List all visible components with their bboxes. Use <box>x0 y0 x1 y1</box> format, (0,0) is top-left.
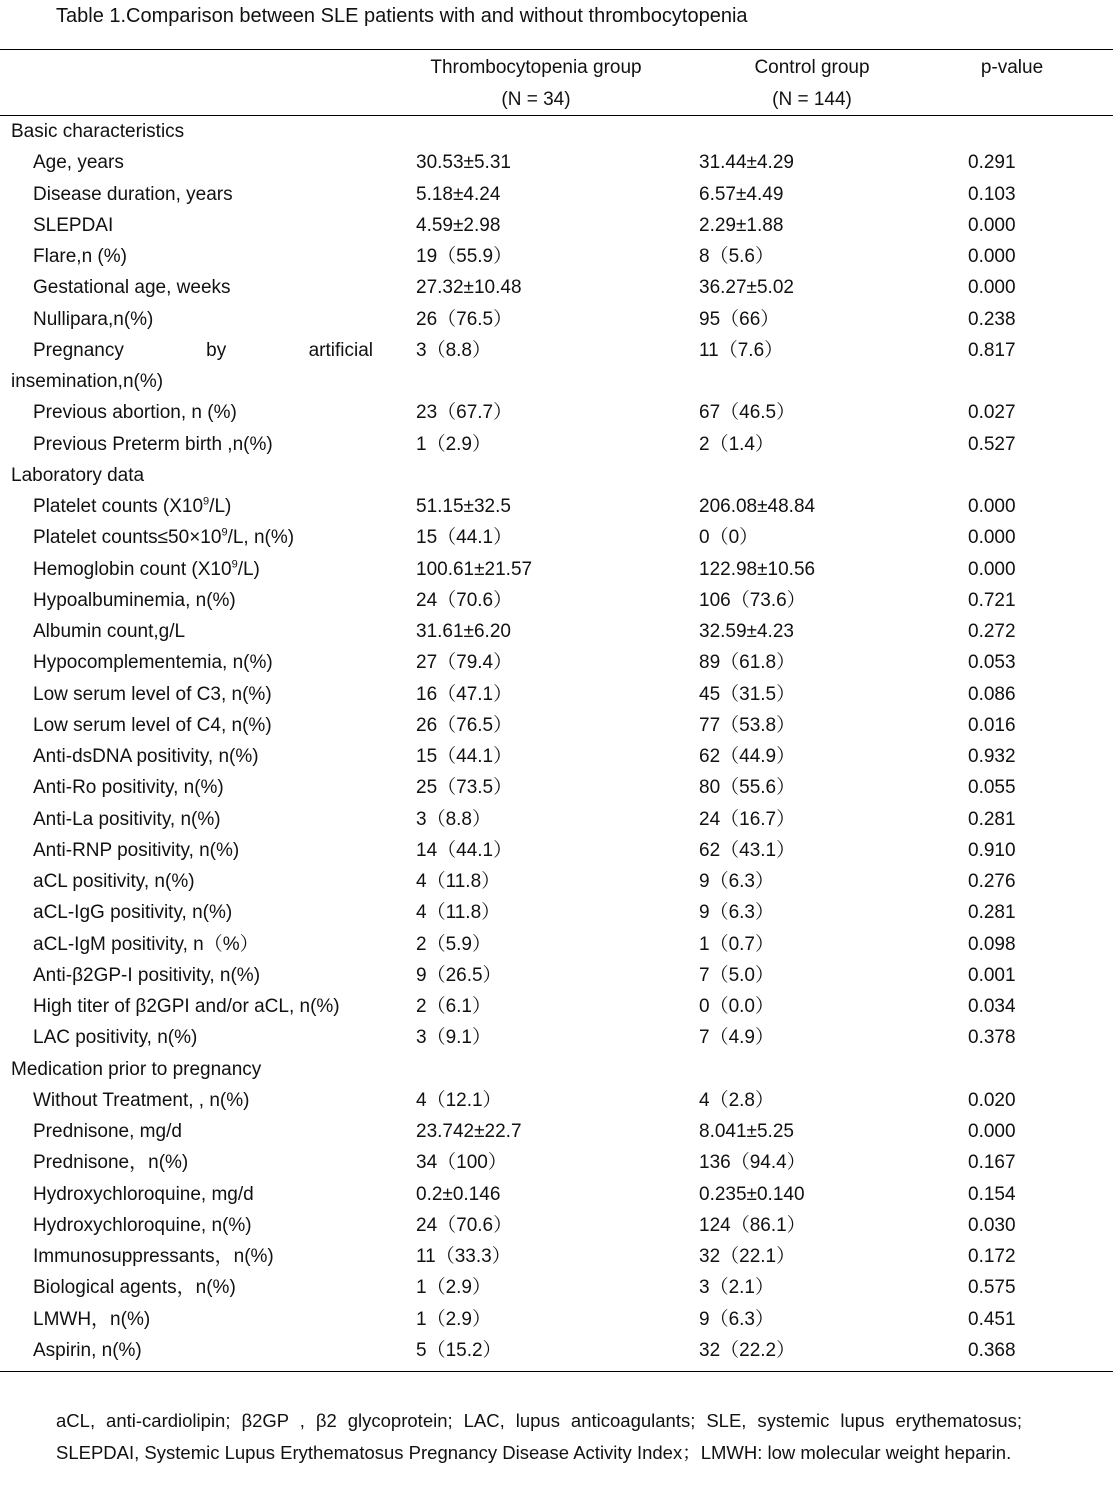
thrombocytopenia-value: 3（9.1） <box>416 1027 491 1049</box>
row-label-superscript: 9 <box>203 495 210 508</box>
table-row <box>0 710 1113 741</box>
thrombocytopenia-value: 19（55.9） <box>416 246 513 267</box>
row-label-line1: Pregnancy by artificial <box>33 339 373 361</box>
row-label: Anti-β2GP-I positivity, n(%) <box>33 964 261 986</box>
table-row <box>0 1210 1113 1241</box>
control-value: 136（94.4） <box>699 1152 806 1174</box>
row-label: Hypocomplementemia, n(%) <box>33 652 273 674</box>
row-label-superscript: 9 <box>231 558 238 571</box>
row-label: Low serum level of C3, n(%) <box>33 683 272 705</box>
thrombocytopenia-value: 15（44.1） <box>416 527 513 549</box>
control-value: 32（22.1） <box>699 1246 796 1267</box>
thrombocytopenia-value: 27（79.4） <box>416 652 513 674</box>
p-value: 0.055 <box>968 777 1016 799</box>
header-pvalue <box>962 52 1062 84</box>
control-value: 0（0） <box>699 527 759 549</box>
control-value: 9（6.3） <box>699 1308 774 1330</box>
p-value: 0.053 <box>968 652 1016 674</box>
p-value: 0.281 <box>968 902 1016 924</box>
control-value: 8（5.6） <box>699 246 774 267</box>
control-value: 77（53.8） <box>699 714 796 736</box>
row-label: High titer of β2GPI and/or aCL, n(%) <box>33 996 340 1017</box>
p-value: 0.368 <box>968 1339 1016 1361</box>
control-value: 89（61.8） <box>699 652 796 674</box>
control-value: 80（55.6） <box>699 777 796 799</box>
table-row <box>0 304 1113 335</box>
thrombocytopenia-value: 11（33.3） <box>416 1246 511 1267</box>
row-label: LMWH，n(%) <box>33 1308 151 1330</box>
control-value: 206.08±48.84 <box>699 496 816 517</box>
thrombocytopenia-value: 26（76.5） <box>416 308 513 330</box>
table-row <box>0 616 1113 647</box>
row-label: Immunosuppressants，n(%) <box>33 1246 274 1267</box>
control-value: 32.59±4.23 <box>699 621 794 642</box>
row-label: Flare,n (%) <box>33 246 127 267</box>
thrombocytopenia-value: 51.15±32.5 <box>416 496 511 517</box>
control-value: 31.44±4.29 <box>699 152 794 174</box>
p-value: 0.034 <box>968 996 1016 1017</box>
control-value: 2（1.4） <box>699 433 774 455</box>
row-label-text: Hemoglobin count (X10 <box>33 558 232 580</box>
p-value: 0.932 <box>968 746 1016 767</box>
row-label: Without Treatment, , n(%) <box>33 1089 250 1111</box>
table-row <box>0 772 1113 803</box>
table-row <box>0 1147 1113 1178</box>
table-row <box>0 866 1113 897</box>
row-label: Anti-La positivity, n(%) <box>33 808 221 830</box>
p-value: 0.238 <box>968 308 1016 330</box>
table-row <box>0 1272 1113 1303</box>
row-label: Disease duration, years <box>33 183 233 205</box>
control-value: 6.57±4.49 <box>699 183 784 205</box>
header-pvalue-title: p-value <box>980 57 1044 78</box>
table-row <box>0 991 1113 1022</box>
section-header-row <box>0 116 1113 147</box>
row-label: Low serum level of C4, n(%) <box>33 714 272 736</box>
p-value: 0.000 <box>968 558 1016 580</box>
table-row <box>0 835 1113 866</box>
thrombocytopenia-value: 15（44.1） <box>416 746 513 767</box>
p-value: 0.281 <box>968 808 1016 830</box>
table-row <box>0 741 1113 772</box>
thrombocytopenia-value: 24（70.6） <box>416 1214 513 1236</box>
thrombocytopenia-value: 2（6.1） <box>416 996 491 1017</box>
p-value: 0.721 <box>968 589 1016 611</box>
section-title: Medication prior to pregnancy <box>11 1058 262 1080</box>
thrombocytopenia-value: 30.53±5.31 <box>416 152 511 174</box>
row-label <box>33 491 231 522</box>
table-body <box>0 116 1113 1366</box>
control-value: 124（86.1） <box>699 1214 806 1236</box>
p-value: 0.291 <box>968 152 1016 174</box>
control-value: 0（0.0） <box>699 996 774 1017</box>
footnote-line1: aCL, anti-cardiolipin; β2GP , β2 glycoprotein; LAC, lupus anticoagulants; SLE, systemic lupus erythematosus; <box>56 1410 1022 1431</box>
table-row <box>0 491 1113 522</box>
row-label: Nullipara,n(%) <box>33 308 154 330</box>
p-value: 0.000 <box>968 496 1016 517</box>
p-value: 0.000 <box>968 277 1016 299</box>
row-label: Anti-RNP positivity, n(%) <box>33 839 240 861</box>
table-row <box>0 897 1113 928</box>
thrombocytopenia-value: 4（11.8） <box>416 871 501 892</box>
row-label-text: Platelet counts≤50×10 <box>33 527 222 549</box>
row-label: Anti-dsDNA positivity, n(%) <box>33 746 259 767</box>
table-row <box>0 1335 1113 1366</box>
thrombocytopenia-value: 1（2.9） <box>416 1277 491 1299</box>
control-value: 7（5.0） <box>699 964 774 986</box>
control-value: 45（31.5） <box>699 683 796 705</box>
p-value: 0.378 <box>968 1027 1016 1049</box>
footnote-line2: SLEPDAI, Systemic Lupus Erythematosus Pregnancy Disease Activity Index；LMWH: low molecular weight heparin. <box>56 1442 1012 1463</box>
control-value: 32（22.2） <box>699 1339 796 1361</box>
p-value: 0.000 <box>968 214 1016 236</box>
table-row <box>0 397 1113 428</box>
thrombocytopenia-value: 4（12.1） <box>416 1089 502 1111</box>
header-group1-n: (N = 34) <box>501 89 571 110</box>
p-value: 0.451 <box>968 1308 1016 1330</box>
thrombocytopenia-value: 0.2±0.146 <box>416 1183 501 1205</box>
table-row <box>0 1085 1113 1116</box>
row-label: LAC positivity, n(%) <box>33 1027 198 1049</box>
table-row <box>0 1179 1113 1210</box>
table-row <box>0 429 1113 460</box>
p-value: 0.098 <box>968 933 1016 955</box>
control-value: 4（2.8） <box>699 1089 774 1111</box>
table-row <box>0 210 1113 241</box>
row-label: Age, years <box>33 152 124 174</box>
p-value: 0.910 <box>968 839 1016 861</box>
row-label-line2: insemination,n(%) <box>11 371 164 392</box>
row-label: Hydroxychloroquine, mg/d <box>33 1183 254 1205</box>
row-label: Hypoalbuminemia, n(%) <box>33 589 236 611</box>
control-value: 2.29±1.88 <box>699 214 784 236</box>
p-value: 0.167 <box>968 1152 1016 1174</box>
p-value: 0.272 <box>968 621 1016 642</box>
row-label: Previous abortion, n (%) <box>33 402 237 424</box>
section-title: Laboratory data <box>11 464 145 486</box>
p-value: 0.172 <box>968 1246 1016 1267</box>
thrombocytopenia-value: 14（44.1） <box>416 839 513 861</box>
table-row <box>0 1022 1113 1053</box>
control-value: 7（4.9） <box>699 1027 774 1049</box>
table-row <box>0 585 1113 616</box>
thrombocytopenia-value: 2（5.9） <box>416 933 491 955</box>
control-value: 122.98±10.56 <box>699 558 816 580</box>
section-header-row <box>0 460 1113 491</box>
row-label: Hydroxychloroquine, n(%) <box>33 1214 252 1236</box>
control-value: 106（73.6） <box>699 589 806 611</box>
section-title: Basic characteristics <box>11 121 185 142</box>
row-label-unit: /L) <box>209 496 232 517</box>
control-value: 9（6.3） <box>699 902 774 924</box>
row-label: Gestational age, weeks <box>33 277 231 299</box>
p-value: 0.817 <box>968 339 1016 361</box>
thrombocytopenia-value: 4.59±2.98 <box>416 214 501 236</box>
row-label-unit: /L, n(%) <box>227 527 295 549</box>
header-group1 <box>386 52 686 116</box>
thrombocytopenia-value: 27.32±10.48 <box>416 277 522 299</box>
p-value: 0.527 <box>968 433 1016 455</box>
thrombocytopenia-value: 1（2.9） <box>416 433 491 455</box>
thrombocytopenia-value: 100.61±21.57 <box>416 558 533 580</box>
footnote <box>56 1405 1022 1469</box>
row-label: aCL-IgG positivity, n(%) <box>33 902 233 924</box>
row-label-unit: /L) <box>237 558 260 580</box>
thrombocytopenia-value: 31.61±6.20 <box>416 621 511 642</box>
row-label: Biological agents，n(%) <box>33 1277 236 1299</box>
row-label-text: Platelet counts (X10 <box>33 496 204 517</box>
row-label-superscript: 9 <box>221 526 228 539</box>
table-row <box>0 1116 1113 1147</box>
table-row <box>0 804 1113 835</box>
table-row <box>0 522 1113 553</box>
p-value: 0.000 <box>968 1121 1016 1142</box>
row-label <box>33 522 294 553</box>
p-value: 0.030 <box>968 1214 1016 1236</box>
row-label <box>33 554 260 585</box>
header-group2-n: (N = 144) <box>772 89 852 110</box>
thrombocytopenia-value: 34（100） <box>416 1152 507 1174</box>
bottom-rule <box>0 1371 1113 1372</box>
thrombocytopenia-value: 23（67.7） <box>416 402 513 424</box>
row-label: Albumin count,g/L <box>33 621 186 642</box>
thrombocytopenia-value: 1（2.9） <box>416 1308 491 1330</box>
table-row <box>0 679 1113 710</box>
table-row <box>0 647 1113 678</box>
header-group2 <box>712 52 912 116</box>
control-value: 1（0.7） <box>699 933 774 955</box>
table-caption: Table 1.Comparison between SLE patients with and without thrombocytopenia <box>56 5 748 27</box>
table-row <box>0 147 1113 178</box>
table-row <box>0 554 1113 585</box>
row-label: SLEPDAI <box>33 214 114 236</box>
p-value: 0.086 <box>968 683 1016 705</box>
table-row <box>0 272 1113 303</box>
p-value: 0.020 <box>968 1089 1016 1111</box>
thrombocytopenia-value: 9（26.5） <box>416 964 502 986</box>
p-value: 0.016 <box>968 714 1016 736</box>
table-row <box>0 335 1113 398</box>
control-value: 62（43.1） <box>699 839 796 861</box>
p-value: 0.276 <box>968 871 1016 892</box>
row-label: Previous Preterm birth ,n(%) <box>33 433 273 455</box>
p-value: 0.103 <box>968 183 1016 205</box>
header-group2-title: Control group <box>754 57 870 78</box>
row-label: Prednisone, mg/d <box>33 1121 182 1142</box>
thrombocytopenia-value: 3（8.8） <box>416 808 491 830</box>
control-value: 36.27±5.02 <box>699 277 794 299</box>
section-header-row <box>0 1054 1113 1085</box>
thrombocytopenia-value: 4（11.8） <box>416 902 501 924</box>
control-value: 67（46.5） <box>699 402 796 424</box>
table-row <box>0 960 1113 991</box>
control-value: 24（16.7） <box>699 808 796 830</box>
thrombocytopenia-value: 5.18±4.24 <box>416 183 501 205</box>
thrombocytopenia-value: 3（8.8） <box>416 339 491 361</box>
control-value: 11（7.6） <box>699 339 784 361</box>
row-label: aCL-IgM positivity, n（%） <box>33 933 259 955</box>
control-value: 8.041±5.25 <box>699 1121 794 1142</box>
row-label: aCL positivity, n(%) <box>33 871 195 892</box>
table-row <box>0 241 1113 272</box>
thrombocytopenia-value: 5（15.2） <box>416 1339 502 1361</box>
thrombocytopenia-value: 25（73.5） <box>416 777 513 799</box>
thrombocytopenia-value: 23.742±22.7 <box>416 1121 522 1142</box>
control-value: 62（44.9） <box>699 746 796 767</box>
thrombocytopenia-value: 24（70.6） <box>416 589 513 611</box>
p-value: 0.154 <box>968 1183 1016 1205</box>
p-value: 0.027 <box>968 402 1016 424</box>
control-value: 95（66） <box>699 308 780 330</box>
control-value: 3（2.1） <box>699 1277 774 1299</box>
row-label <box>11 335 373 398</box>
control-value: 9（6.3） <box>699 871 774 892</box>
thrombocytopenia-value: 26（76.5） <box>416 714 513 736</box>
p-value: 0.001 <box>968 964 1016 986</box>
table-row <box>0 179 1113 210</box>
p-value: 0.575 <box>968 1277 1016 1299</box>
row-label: Prednisone，n(%) <box>33 1152 189 1174</box>
p-value: 0.000 <box>968 246 1016 267</box>
table-row <box>0 929 1113 960</box>
top-rule <box>0 49 1113 50</box>
row-label: Anti-Ro positivity, n(%) <box>33 777 224 799</box>
header-group1-title: Thrombocytopenia group <box>430 57 642 78</box>
row-label: Aspirin, n(%) <box>33 1339 142 1361</box>
thrombocytopenia-value: 16（47.1） <box>416 683 513 705</box>
p-value: 0.000 <box>968 527 1016 549</box>
control-value: 0.235±0.140 <box>699 1183 805 1205</box>
table-row <box>0 1241 1113 1272</box>
table-row <box>0 1304 1113 1335</box>
